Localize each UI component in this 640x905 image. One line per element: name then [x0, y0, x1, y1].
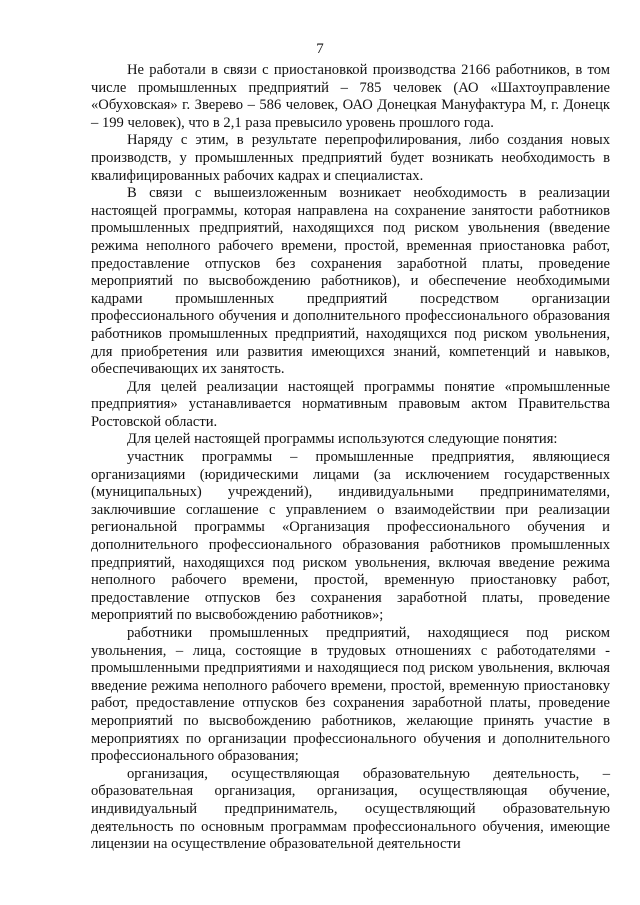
- paragraph-program-participant: участник программы – промышленные предприятия, являющиеся организациями (юридическими лицами (за исключением государственных (муниципальных) учреждений), индивидуальными предпринимателями, заключившие соглашение с управлением о взаимодействии при реализации региональной программы «Организация профессионального обучения и дополнительного профессионального образования работников промышленных предприятий, находящихся под риском увольнения, включая введение режима неполного рабочего времени, простой, временную приостановку работ, предоставление отпусков без сохранения заработной платы, проведение мероприятий по высвобождению работников»;: [91, 449, 610, 624]
- paragraph-program-purpose: В связи с вышеизложенным возникает необходимость в реализации настоящей программы, которая направлена на сохранение занятости работников промышленных предприятий, находящихся под риском увольнения (введение режима неполного рабочего времени, простой, временная приостановка работ, предоставление отпусков без сохранения заработной платы, проведение мероприятий по высвобождению работников), и обеспечение необходимыми кадрами промышленных предприятий посредством организации профессионального обучения и дополнительного профессионального образования работников промышленных предприятий, находящихся под риском увольнения, для приобретения или развития имеющихся знаний, компетенций и навыков, обеспечивающих их занятость.: [91, 185, 610, 378]
- paragraph-idle-workers: Не работали в связи с приостановкой производства 2166 работников, в том числе промышленных предприятий – 785 человек (АО «Шахтоуправление «Обуховская» г. Зверево – 586 человек, ОАО Донецкая Мануфактура М, г. Донецк – 199 человек), что в 2,1 раза превысило уровень прошлого года.: [91, 62, 610, 131]
- page-number: 7: [316, 41, 324, 57]
- paragraph-industrial-enterprises-definition: Для целей реализации настоящей программы понятие «промышленные предприятия» устанавливается нормативным правовым актом Правительства Ростовской области.: [91, 378, 610, 430]
- paragraph-concepts-intro: Для целей настоящей программы используются следующие понятия:: [127, 431, 558, 448]
- paragraph-skilled-personnel-need: Наряду с этим, в результате перепрофилирования, либо создания новых производств, у промышленных предприятий будет возникать необходимость в квалифицированных рабочих кадрах и специалистах.: [91, 132, 610, 184]
- paragraph-workers-at-risk: работники промышленных предприятий, находящиеся под риском увольнения, – лица, состоящие в трудовых отношениях с работодателями - промышленными предприятиями и находящиеся под риском увольнения, включая введение режима неполного рабочего времени, простой, временную приостановку работ, предоставление отпусков без сохранения заработной платы, проведение мероприятий по высвобождению работников, желающие принять участие в мероприятиях по организации профессионального обучения и дополнительного профессионального образования;: [91, 625, 610, 765]
- paragraph-educational-organization: организация, осуществляющая образовательную деятельность, – образовательная организация, организация, осуществляющая обучение, индивидуальный предприниматель, осуществляющий образовательную деятельность по основным программам профессионального обучения, имеющие лицензии на осуществление образовательной деятельности: [91, 765, 610, 853]
- document-body: [91, 62, 610, 854]
